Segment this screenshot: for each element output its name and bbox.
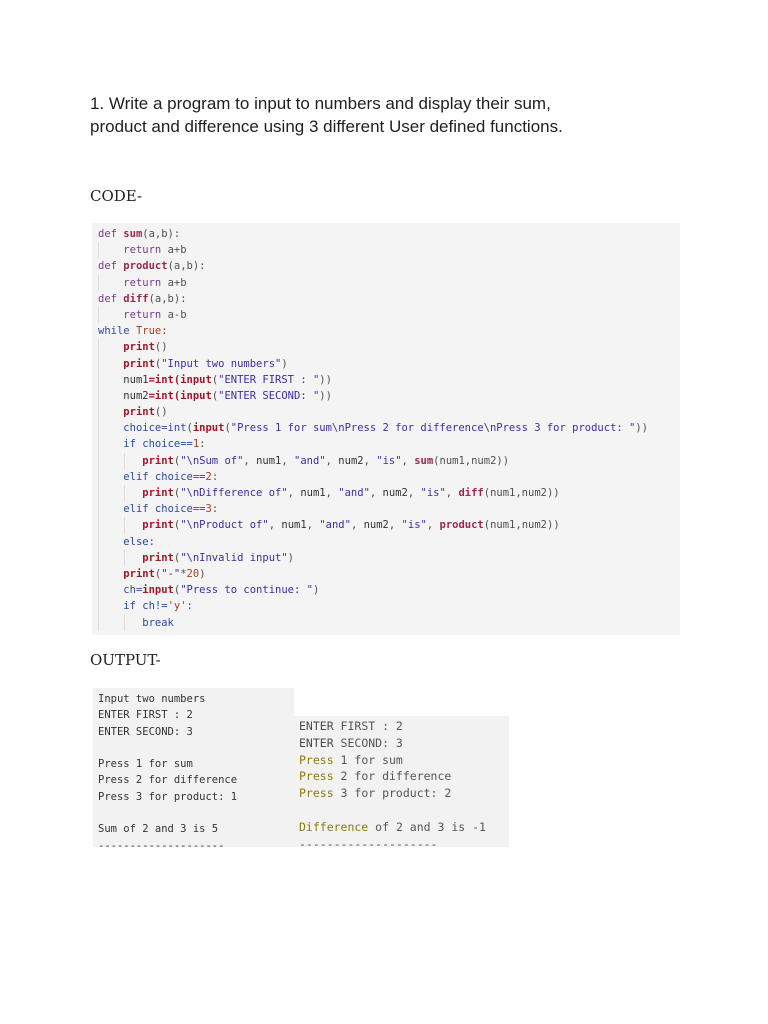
code-line: print("\nProduct of", num1, "and", num2, "is", product(num1,num2)) (98, 517, 680, 533)
code-line: print() (98, 339, 680, 355)
output-line: ENTER SECOND: 3 (98, 725, 193, 738)
code-line: print("\nInvalid input") (98, 550, 680, 566)
output-line: -------------------- (299, 836, 438, 851)
output-line: Press 1 for sum (98, 758, 193, 771)
code-line: else: (98, 534, 680, 550)
output-label: OUTPUT- (90, 651, 161, 669)
code-line: print("\nDifference of", num1, "and", num2, "is", diff(num1,num2)) (98, 485, 680, 501)
question-text (90, 92, 690, 138)
code-line: print("\nSum of", num1, "and", num2, "is", sum(num1,num2)) (98, 453, 680, 469)
output-line: Input two numbers (98, 693, 206, 705)
output-line: Difference of 2 and 3 is -1 (299, 819, 486, 834)
code-line: elif choice==3: (98, 501, 680, 517)
code-line: print("-"*20) (98, 566, 680, 582)
output-panel-sum (93, 688, 294, 852)
output-line: ENTER SECOND: 3 (299, 735, 403, 750)
code-line: print() (98, 404, 680, 420)
output-line: Press 3 for product: 1 (98, 790, 238, 803)
code-line: choice=int(input("Press 1 for sum\nPress 2 for difference\nPress 3 for product: ")) (98, 420, 680, 436)
code-line: elif choice==2: (98, 469, 680, 485)
code-line: num1=int(input("ENTER FIRST : ")) (98, 372, 680, 388)
output-line (98, 805, 294, 821)
output-line: ENTER FIRST : 2 (98, 709, 193, 722)
code-line: if ch!='y': (98, 598, 680, 614)
code-line: while True: (98, 325, 168, 338)
code-line: def sum(a,b): (98, 228, 181, 240)
question-line-2: product and difference using 3 different User defined functions. (90, 117, 563, 136)
question-line-1: 1. Write a program to input to numbers and display their sum, (90, 94, 551, 113)
code-line: return a+b (98, 242, 680, 258)
code-line: return a+b (98, 275, 680, 291)
output-panel-difference (294, 716, 509, 851)
code-line: return a-b (98, 307, 680, 323)
code-line: if choice==1: (98, 436, 680, 452)
output-line (98, 740, 294, 756)
code-line: def product(a,b): (98, 260, 206, 273)
code-block (92, 223, 680, 635)
code-line: print("Input two numbers") (98, 356, 680, 372)
output-line: Press 2 for difference (299, 769, 452, 784)
output-line: Sum of 2 and 3 is 5 (98, 823, 219, 836)
output-line: Press 2 for difference (98, 774, 238, 787)
code-line: def diff(a,b): (98, 292, 187, 305)
output-line: Press 3 for product: 2 (299, 786, 452, 801)
output-line (299, 802, 509, 819)
code-line: break (98, 615, 680, 631)
code-label: CODE- (90, 187, 143, 205)
code-line: num2=int(input("ENTER SECOND: ")) (98, 388, 680, 404)
output-line: ENTER FIRST : 2 (299, 719, 403, 733)
output-line: -------------------- (98, 839, 225, 852)
code-line: ch=input("Press to continue: ") (98, 582, 680, 598)
output-line: Press 1 for sum (299, 752, 403, 767)
